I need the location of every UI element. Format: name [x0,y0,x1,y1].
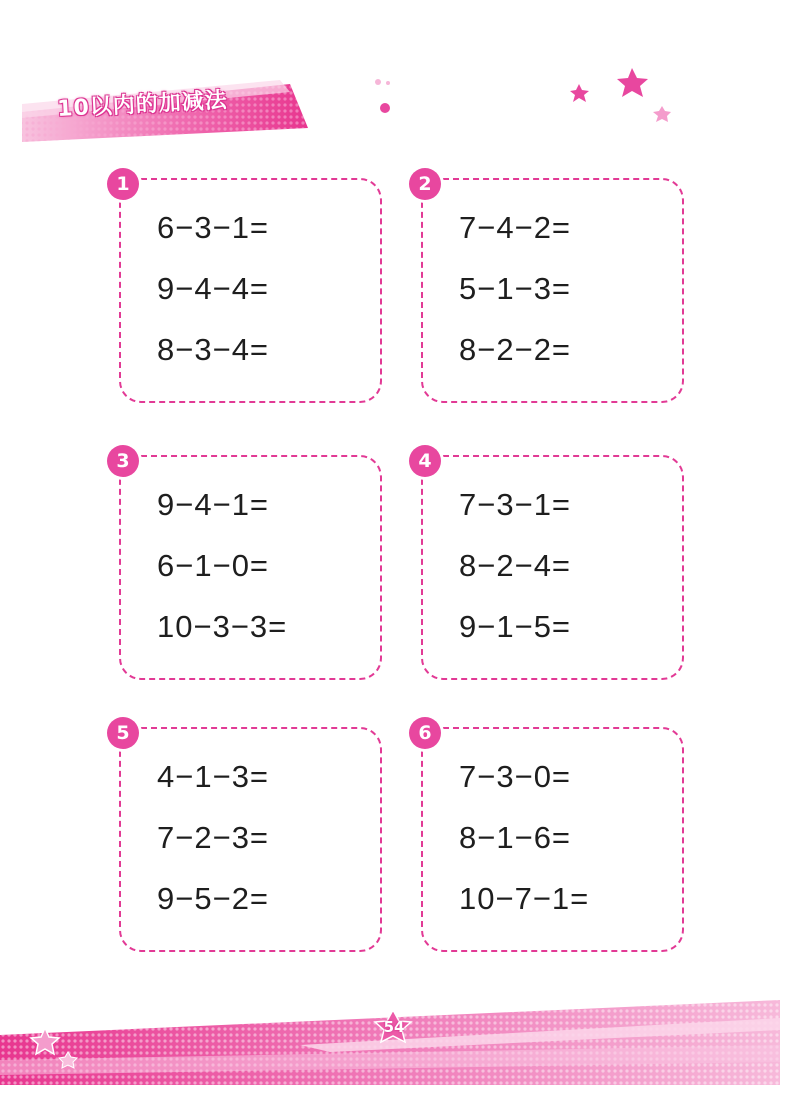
problem-card-1 [116,173,382,403]
problem-text: 4−1−3= [157,759,270,794]
problem-text: 5−1−3= [459,271,572,306]
problem-text: 7−3−0= [459,759,572,794]
problem-text: 7−4−2= [459,210,572,245]
problem-text: 9−1−5= [459,609,572,644]
problem-text: 9−4−1= [157,487,270,522]
problem-text: 9−5−2= [157,881,270,916]
problem-text: 8−2−2= [459,332,572,367]
problem-text: 7−3−1= [459,487,572,522]
page-title: 10以内的加减法 [56,88,229,123]
problem-text: 10−3−3= [157,609,288,644]
problem-card-2 [418,173,684,403]
problem-text: 6−3−1= [157,210,270,245]
star-icon [653,106,671,122]
problem-text: 7−2−3= [157,820,270,855]
star-icon [570,84,589,102]
problem-text: 6−1−0= [157,548,270,583]
problem-text: 10−7−1= [459,881,590,916]
problem-card-5 [116,722,382,952]
star-icon [617,68,648,97]
card-number-badge: 5 [107,717,139,749]
card-number-badge: 4 [409,445,441,477]
decorative-stars [0,0,800,160]
problem-card-3 [116,450,382,680]
footer-banner [0,990,800,1105]
card-number-badge: 1 [107,168,139,200]
problem-card-4 [418,450,684,680]
card-number-badge: 3 [107,445,139,477]
problem-text: 8−2−4= [459,548,572,583]
problem-text: 9−4−4= [157,271,270,306]
problem-text: 8−3−4= [157,332,270,367]
page-number: 54 [383,1018,405,1036]
card-number-badge: 2 [409,168,441,200]
problem-text: 8−1−6= [459,820,572,855]
card-number-badge: 6 [409,717,441,749]
problem-card-6 [418,722,684,952]
